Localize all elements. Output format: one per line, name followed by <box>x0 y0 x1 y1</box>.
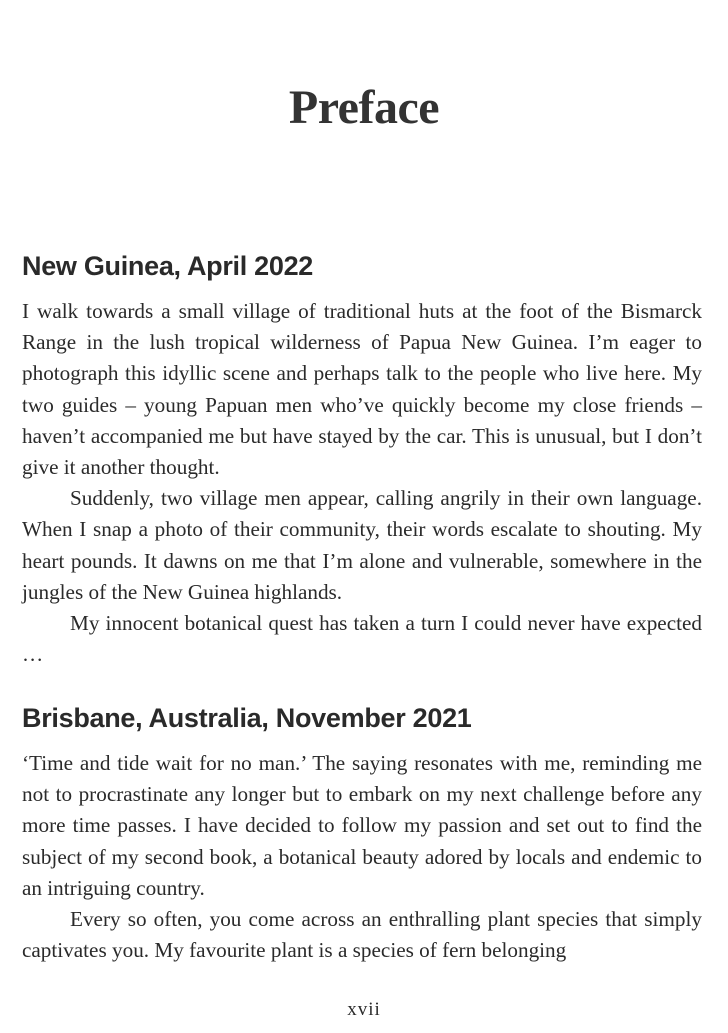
paragraph: Suddenly, two village men appear, calling angrily in their own language. When I snap a photo of their community, their words escalate to shouting. My heart pounds. It dawns on me that I’m alone and vulnerable, somewhere in the jungles of the New Guinea highlands. <box>22 486 702 604</box>
paragraph: I walk towards a small village of traditional huts at the foot of the Bismarck Range in the lush tropical wilderness of Papua New Guinea. I’m eager to photograph this idyllic scene and perhaps talk to the people who live here. My two guides – young Papuan men who’ve quickly become my close friends – haven’t accompanied me but have stayed by the car. This is unusual, but I don’t give it another thought. <box>22 299 702 480</box>
paragraph: My innocent botanical quest has taken a turn I could never have expected … <box>22 611 702 667</box>
section-brisbane <box>22 700 702 966</box>
paragraph: ‘Time and tide wait for no man.’ The saying resonates with me, reminding me not to procrastinate any longer but to embark on my next challenge before any more time passes. I have decided to follow my passion and set out to find the subject of my second book, a botanical beauty adored by locals and endemic to an intriguing country. <box>22 751 702 900</box>
section-new-guinea <box>22 248 702 670</box>
paragraph: Every so often, you come across an enthralling plant species that simply captivates you. My favourite plant is a species of fern belonging <box>22 907 702 963</box>
section-heading: New Guinea, April 2022 <box>22 251 314 281</box>
page-number: xvii <box>347 999 381 1020</box>
section-heading: Brisbane, Australia, November 2021 <box>22 703 472 733</box>
page-title: Preface <box>288 81 440 134</box>
